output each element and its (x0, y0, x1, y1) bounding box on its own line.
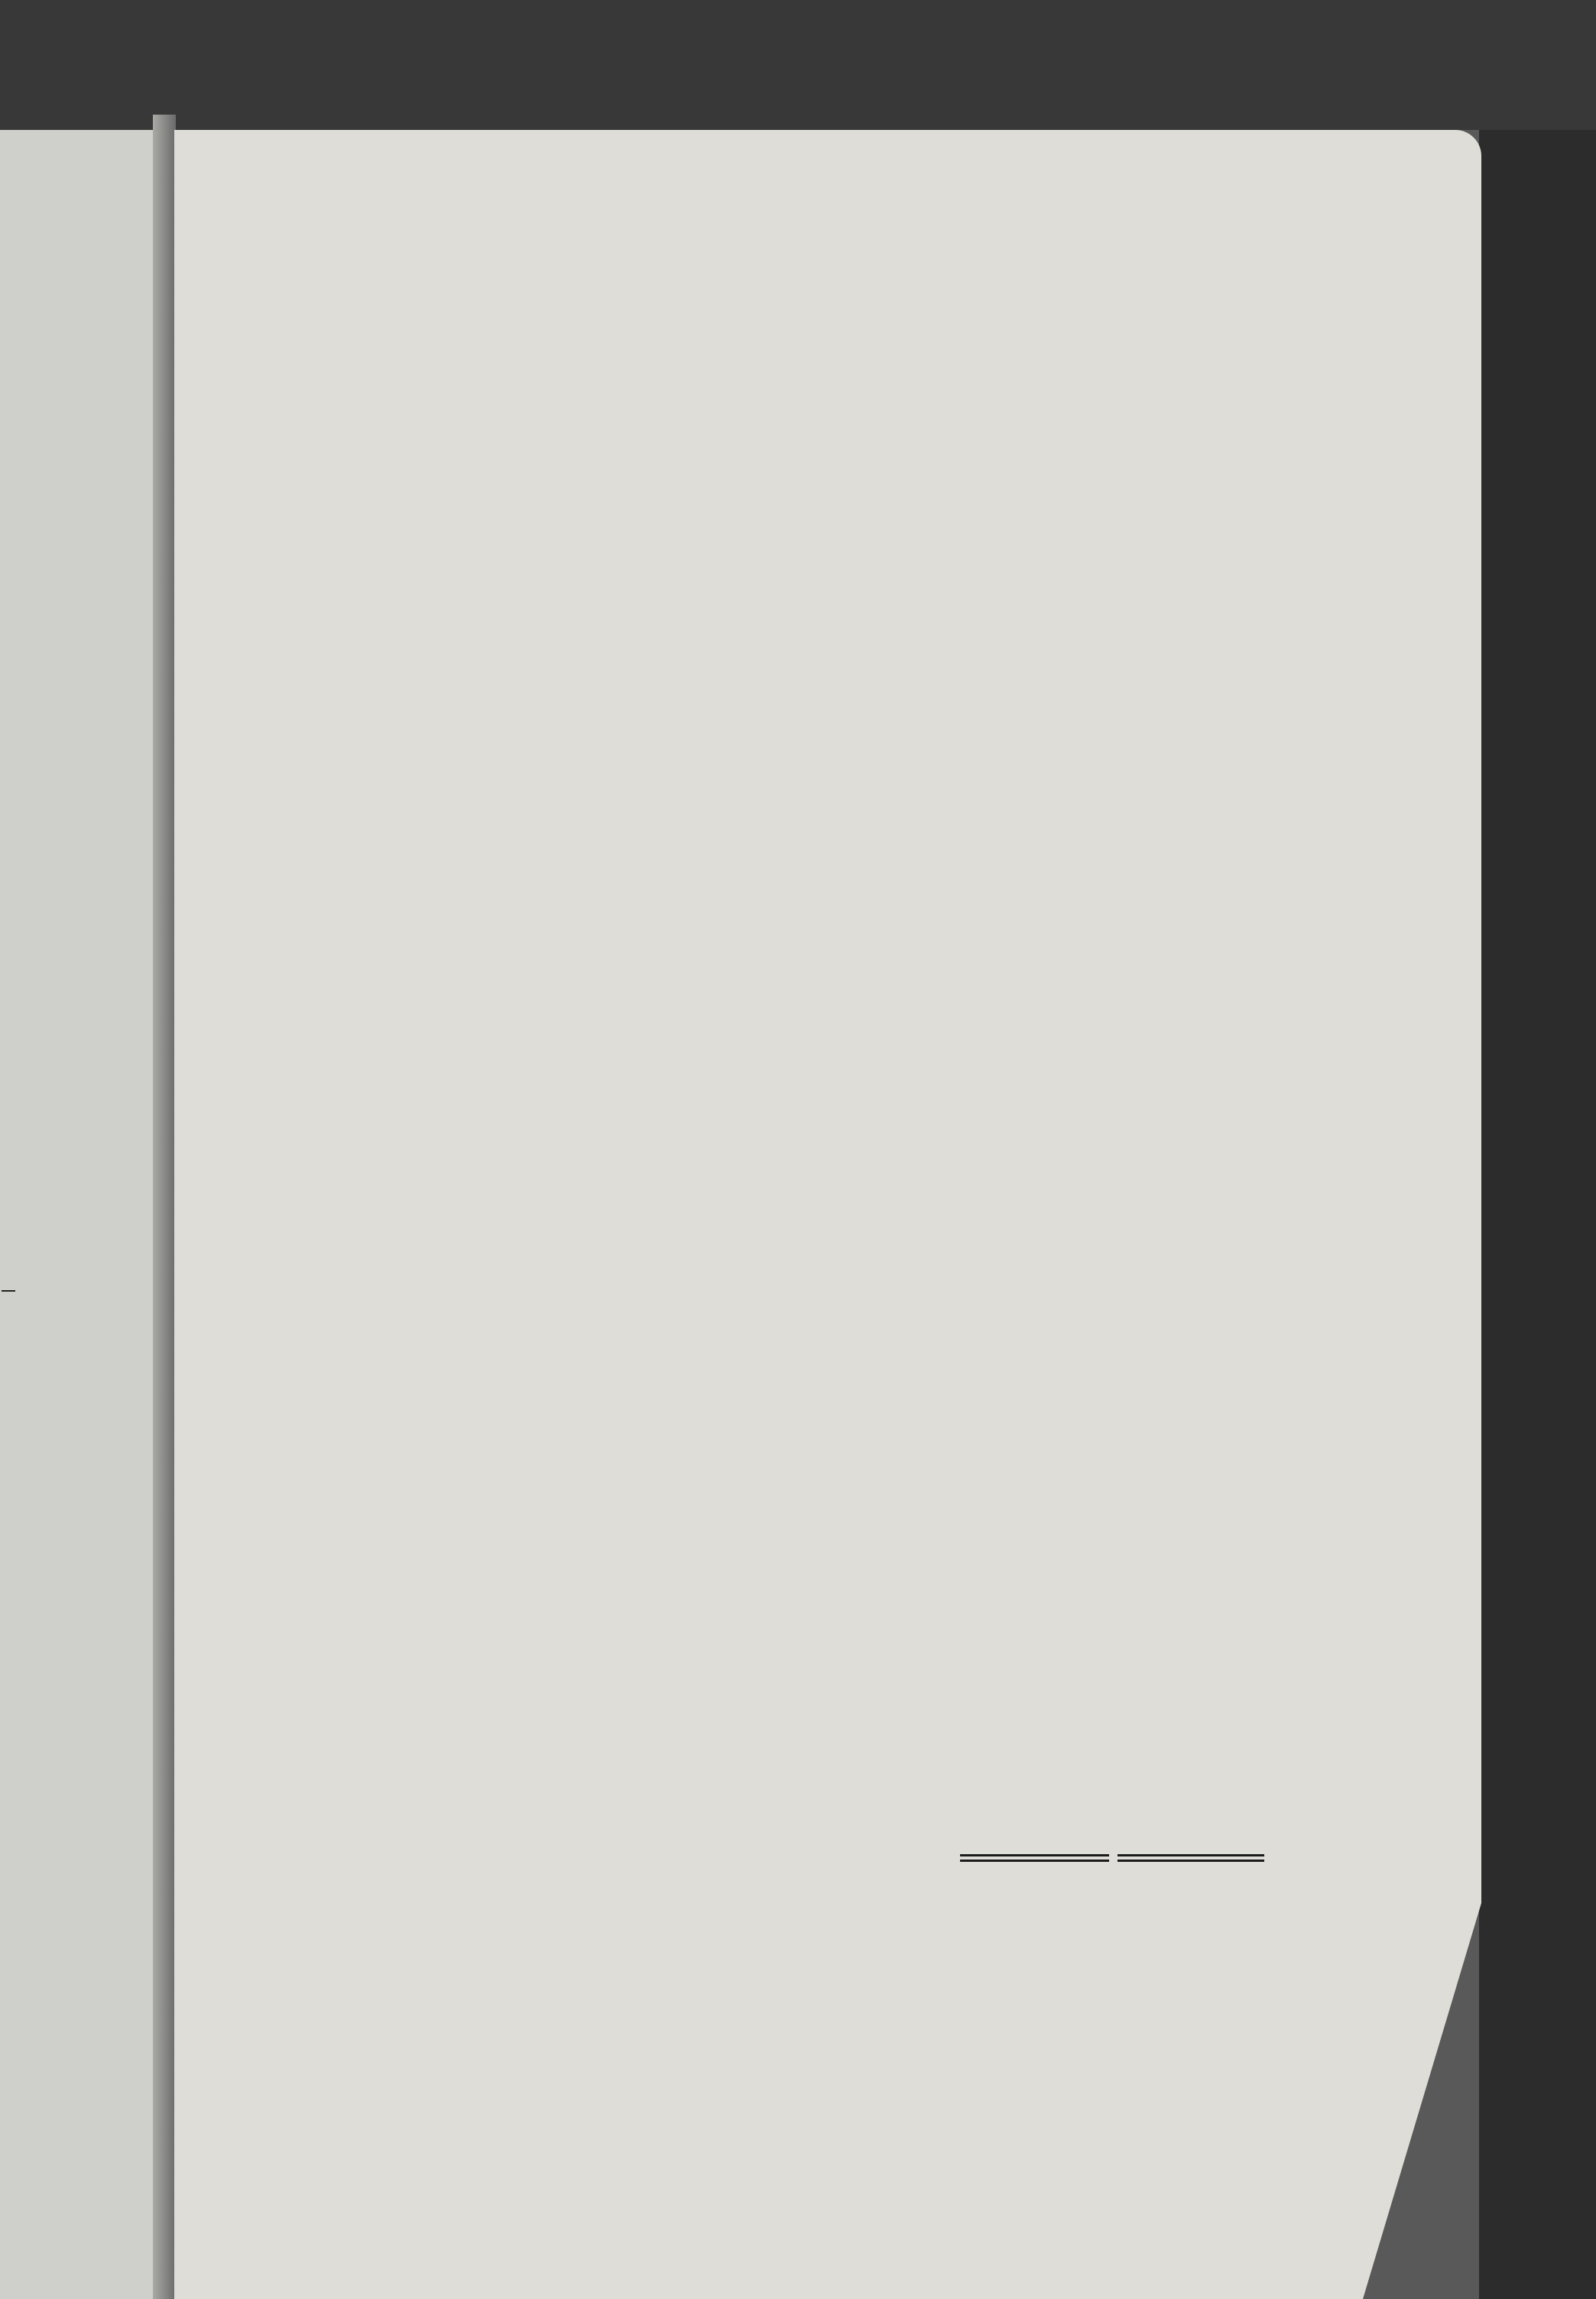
right-page (174, 130, 1481, 2299)
book-gutter (153, 115, 176, 2299)
subtotal-rule-col3 (1118, 1854, 1264, 1856)
subtotal-rule-col2-double (960, 1860, 1109, 1862)
scan-top-border (0, 0, 1596, 130)
forward-row (0, 1874, 1596, 1905)
left-page-edge (0, 130, 164, 2299)
cash-entry-row (0, 1013, 1596, 1044)
subtotal-rule-col3-double (1118, 1860, 1264, 1862)
left-page-rule (2, 1290, 15, 1292)
cash-entry-row-2 (0, 1046, 1596, 1076)
subtotal-rule-col2 (960, 1854, 1109, 1856)
scan-right-border (1479, 130, 1596, 2299)
brought-forward-row (0, 373, 1596, 404)
